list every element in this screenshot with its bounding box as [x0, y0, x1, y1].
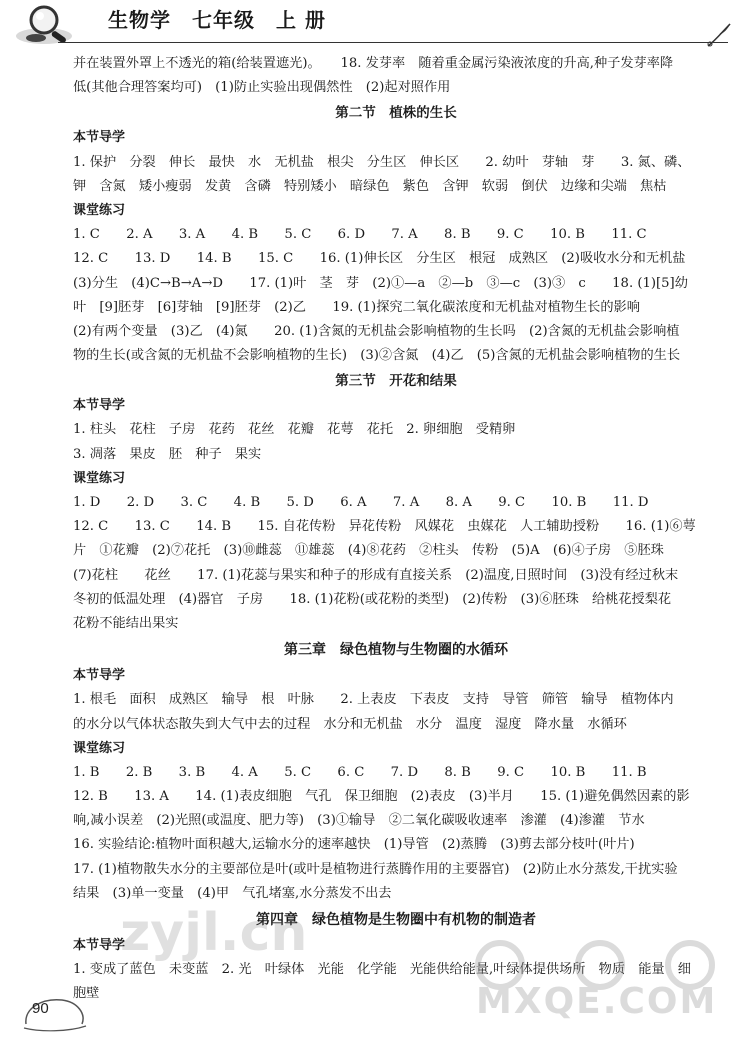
- page-number-badge: [20, 994, 90, 1032]
- answer-line: (3)分生 (4)C→B→A→D 17. (1)叶 茎 芽 (2)①—a ②—b ③—c (3)③ c 18. (1)[5]幼: [73, 275, 688, 291]
- answer-line: (2)有两个变量 (3)乙 (4)氮 20. (1)含氮的无机盐会影响植物的生长吗 (2)含氮的无机盐会影响植: [73, 323, 680, 339]
- answer-line: 3. 凋落 果皮 胚 种子 果实: [73, 446, 262, 462]
- sub-heading: 本节导学: [73, 398, 126, 414]
- answer-line: 1. 根毛 面积 成熟区 输导 根 叶脉 2. 上表皮 下表皮 支持 导管 筛管 输导 植物体内: [73, 692, 674, 708]
- answer-line: 12. C 13. C 14. B 15. 自花传粉 异花传粉 风媒花 虫媒花 人工辅助授粉 16. (1)⑥萼: [73, 519, 696, 535]
- sub-heading: 本节导学: [73, 130, 126, 146]
- answer-line: 并在装置外罩上不透光的箱(给装置遮光)。 18. 发芽率 随着重金属污染液浓度的升高,种子发芽率降: [73, 56, 674, 71]
- answer-line: 1. D 2. D 3. C 4. B 5. D 6. A 7. A 8. A 9. C 10. B 11. D: [73, 495, 649, 510]
- answer-line: 12. C 13. D 14. B 15. C 16. (1)伸长区 分生区 根冠 成熟区 (2)吸收水分和无机盐: [73, 251, 686, 267]
- answer-line: 花粉不能结出果实: [73, 615, 179, 631]
- header-rule: [58, 42, 728, 43]
- answer-line: 片 ①花瓣 (2)⑦花托 (3)⑩雌蕊 ⑪雄蕊 (4)⑧花药 ②柱头 传粉 (5)A (6)④子房 ⑤胚珠: [73, 543, 664, 559]
- chapter-title: 第三章 绿色植物与生物圈的水循环: [284, 642, 508, 659]
- answer-line: 冬初的低温处理 (4)器官 子房 18. (1)花粉(或花粉的类型) (2)传粉 (3)⑥胚珠 给桃花授梨花: [73, 591, 672, 607]
- page-number: 90: [32, 1000, 49, 1017]
- answer-line: (7)花柱 花丝 17. (1)花蕊与果实和种子的形成有直接关系 (2)温度,日照时间 (3)没有经过秋末: [73, 567, 679, 583]
- watermark-left-text: zyjl.cn: [120, 903, 308, 963]
- sub-heading: 课堂练习: [73, 470, 126, 486]
- answer-line: 1. 变成了蓝色 未变蓝 2. 光 叶绿体 光能 化学能 光能供给能量,叶绿体提供场所 物质 能量 细: [73, 962, 691, 978]
- section-title: 第二节 植株的生长: [335, 105, 457, 122]
- sub-heading: 本节导学: [73, 938, 126, 953]
- sub-heading: 课堂练习: [73, 740, 126, 756]
- watermark-left: [110, 860, 310, 980]
- book-title: 生物学 七年级 上 册: [108, 8, 326, 32]
- answer-line: 1. C 2. A 3. A 4. B 5. C 6. D 7. A 8. B 9. C 10. B 11. C: [73, 227, 647, 243]
- magnifier-logo-icon: [14, 2, 76, 46]
- answer-line: 响,减小误差 (2)光照(或温度、肥力等) (3)①输导 ②二氧化碳吸收速率 渗灌 (4)渗灌 节水: [73, 813, 645, 829]
- answer-line: 低(其他合理答案均可) (1)防止实验出现偶然性 (2)起对照作用: [73, 80, 451, 96]
- answer-line: 16. 实验结论:植物叶面积越大,运输水分的速率越快 (1)导管 (2)蒸腾 (3)剪去部分枝叶(叶片): [73, 837, 635, 853]
- answer-line: 的水分以气体状态散失到大气中去的过程 水分和无机盐 水分 温度 湿度 降水量 水循环: [73, 716, 627, 732]
- section-title: 第三节 开花和结果: [335, 373, 457, 390]
- answer-line: 1. B 2. B 3. B 4. A 5. C 6. C 7. D 8. B 9. C 10. B 11. B: [73, 764, 647, 780]
- answer-line: 叶 [9]胚芽 [6]芽轴 [9]胚芽 (2)乙 19. (1)探究二氧化碳浓度和无机盐对植物生长的影响: [73, 299, 640, 315]
- chapter-title: 第四章 绿色植物是生物圈中有机物的制造者: [256, 912, 536, 928]
- quill-ornament-icon: [706, 22, 732, 50]
- watermark: [460, 935, 730, 1035]
- sub-heading: 课堂练习: [73, 202, 126, 218]
- watermark-text: MXQE.COM: [476, 981, 718, 1022]
- answer-line: 1. 柱头 花柱 子房 花药 花丝 花瓣 花萼 花托 2. 卵细胞 受精卵: [73, 422, 516, 438]
- answer-line: 12. B 13. A 14. (1)表皮细胞 气孔 保卫细胞 (2)表皮 (3)半月 15. (1)避免偶然因素的影: [73, 789, 690, 805]
- sub-heading: 本节导学: [73, 668, 126, 684]
- answer-line: 1. 保护 分裂 伸长 最快 水 无机盐 根尖 分生区 伸长区 2. 幼叶 芽轴 芽 3. 氮、磷、: [73, 154, 691, 170]
- page-header: [0, 0, 744, 48]
- answer-line: 胞壁: [73, 986, 100, 1002]
- answer-line: 17. (1)植物散失水分的主要部位是叶(或叶是植物进行蒸腾作用的主要器官) (2)防止水分蒸发,干扰实验: [73, 861, 678, 877]
- answer-line: 钾 含氮 矮小瘦弱 发黄 含磷 特别矮小 暗绿色 紫色 含钾 软弱 倒伏 边缘和尖端 焦枯: [73, 178, 667, 194]
- answer-line: 物的生长(或含氮的无机盐不会影响植物的生长) (3)②含氮 (4)乙 (5)含氮的无机盐会影响植物的生长: [73, 348, 681, 364]
- answer-line: 结果 (3)单一变量 (4)甲 气孔堵塞,水分蒸发不出去: [73, 885, 392, 901]
